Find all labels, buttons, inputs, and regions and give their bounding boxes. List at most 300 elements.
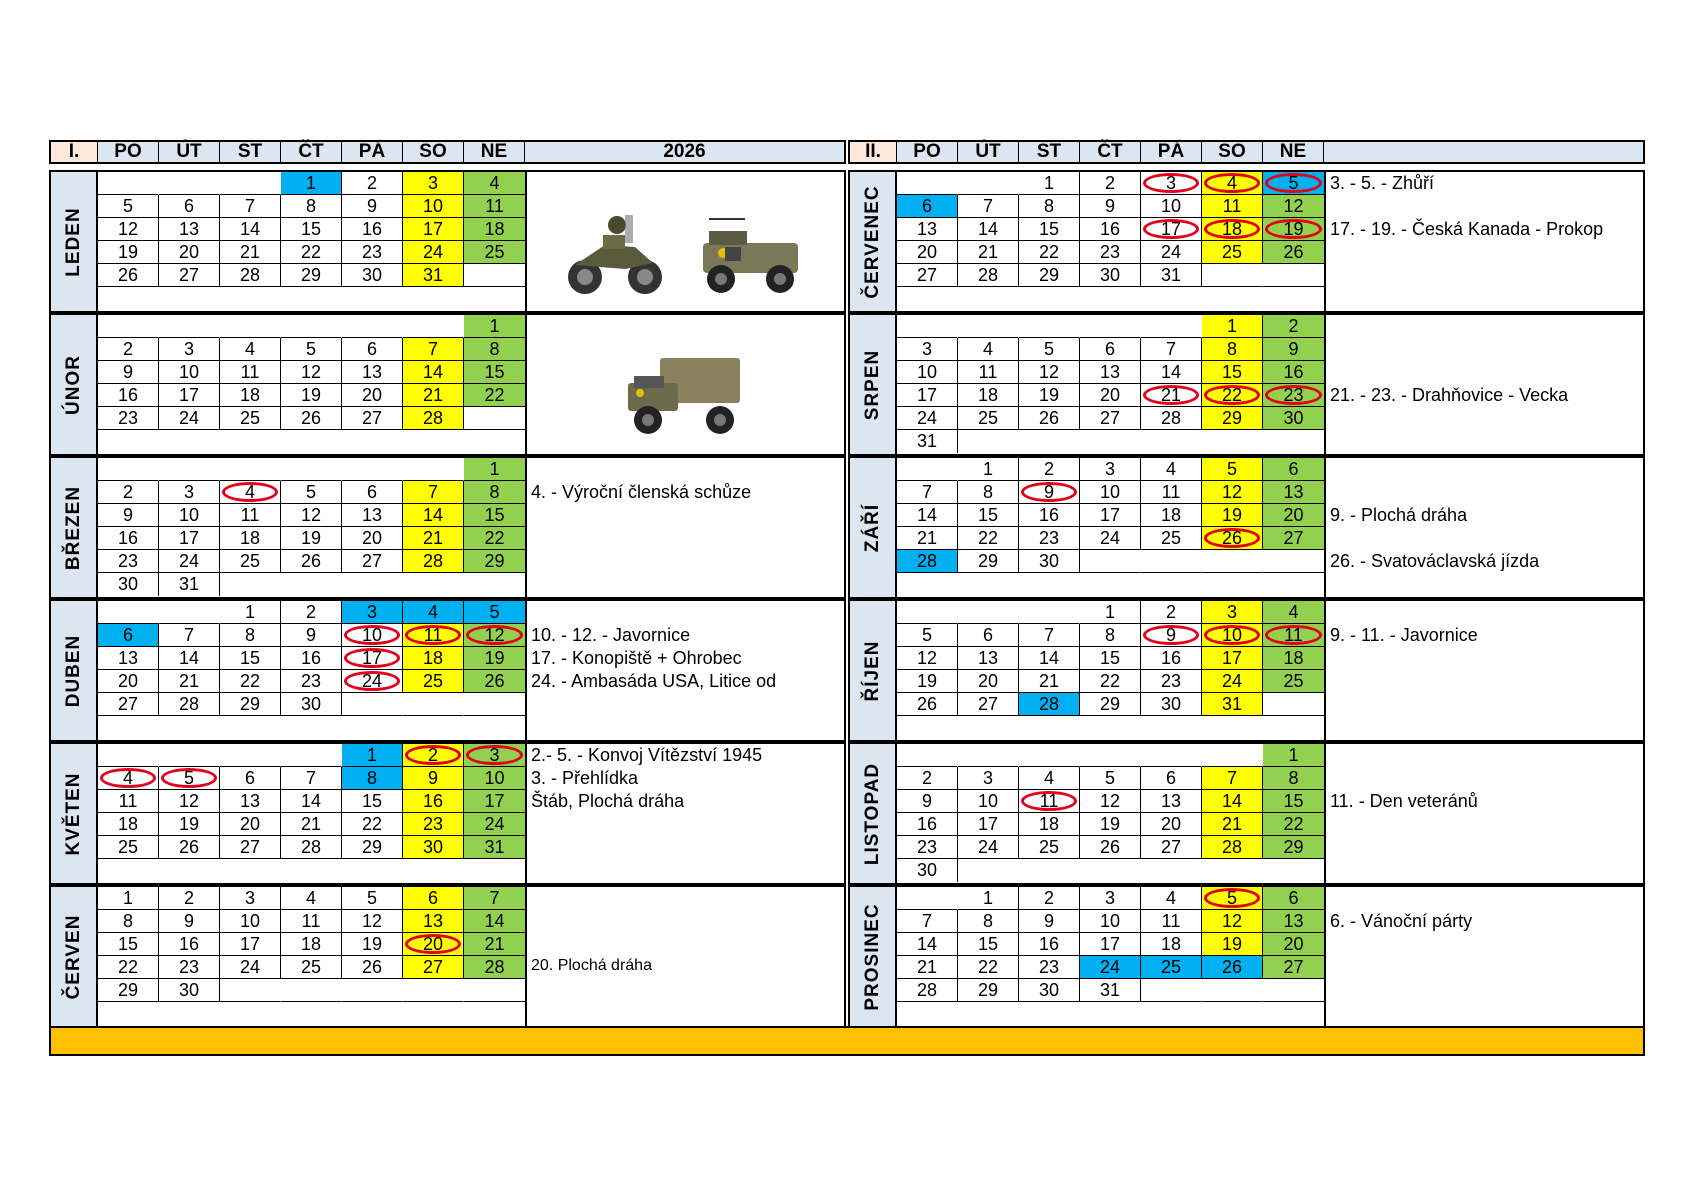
day-cell[interactable]: 28 (1019, 693, 1080, 716)
day-cell[interactable]: 12 (1080, 790, 1141, 813)
day-cell[interactable]: 28 (897, 550, 958, 573)
day-cell[interactable]: 6 (220, 767, 281, 790)
day-cell[interactable]: 16 (342, 218, 403, 241)
day-cell[interactable]: 8 (1019, 195, 1080, 218)
day-cell[interactable]: 2 (897, 767, 958, 790)
day-cell[interactable]: 4 (220, 338, 281, 361)
day-cell[interactable]: 1 (1202, 315, 1263, 338)
day-cell[interactable]: 15 (342, 790, 403, 813)
day-cell[interactable]: 28 (1141, 407, 1202, 430)
day-cell[interactable]: 29 (464, 550, 525, 573)
day-cell[interactable]: 24 (464, 813, 525, 836)
day-cell[interactable]: 11 (1141, 481, 1202, 504)
day-cell[interactable]: 15 (958, 933, 1019, 956)
day-cell[interactable]: 26 (281, 407, 342, 430)
day-cell[interactable]: 8 (958, 481, 1019, 504)
day-cell[interactable]: 13 (342, 361, 403, 384)
day-cell[interactable]: 14 (1019, 647, 1080, 670)
day-cell[interactable]: 24 (897, 407, 958, 430)
day-cell[interactable]: 12 (464, 624, 525, 647)
day-cell[interactable]: 27 (1263, 527, 1324, 550)
day-cell[interactable]: 10 (342, 624, 403, 647)
day-cell[interactable]: 1 (464, 315, 525, 338)
day-cell[interactable]: 13 (220, 790, 281, 813)
day-cell[interactable]: 26 (342, 956, 403, 979)
day-cell[interactable]: 6 (897, 195, 958, 218)
day-cell[interactable]: 2 (342, 172, 403, 195)
day-cell[interactable]: 4 (1141, 458, 1202, 481)
day-cell[interactable]: 26 (1019, 407, 1080, 430)
day-cell[interactable]: 10 (958, 790, 1019, 813)
day-cell[interactable]: 31 (159, 573, 220, 596)
day-cell[interactable]: 18 (403, 647, 464, 670)
day-cell[interactable]: 1 (464, 458, 525, 481)
day-cell[interactable]: 23 (897, 836, 958, 859)
day-cell[interactable]: 4 (220, 481, 281, 504)
day-cell[interactable]: 15 (464, 361, 525, 384)
day-cell[interactable]: 19 (1263, 218, 1324, 241)
day-cell[interactable]: 11 (281, 910, 342, 933)
day-cell[interactable]: 19 (1202, 504, 1263, 527)
day-cell[interactable]: 23 (1019, 527, 1080, 550)
day-cell[interactable]: 6 (403, 887, 464, 910)
day-cell[interactable]: 12 (1019, 361, 1080, 384)
day-cell[interactable]: 15 (1019, 218, 1080, 241)
day-cell[interactable]: 23 (98, 407, 159, 430)
day-cell[interactable]: 30 (403, 836, 464, 859)
day-cell[interactable]: 17 (958, 813, 1019, 836)
day-cell[interactable]: 13 (1263, 910, 1324, 933)
day-cell[interactable]: 12 (281, 361, 342, 384)
day-cell[interactable]: 7 (1141, 338, 1202, 361)
day-cell[interactable]: 27 (1080, 407, 1141, 430)
day-cell[interactable]: 28 (1202, 836, 1263, 859)
day-cell[interactable]: 30 (1080, 264, 1141, 287)
day-cell[interactable]: 31 (897, 430, 958, 453)
day-cell[interactable]: 3 (159, 338, 220, 361)
day-cell[interactable]: 23 (159, 956, 220, 979)
day-cell[interactable]: 7 (897, 910, 958, 933)
day-cell[interactable]: 15 (1263, 790, 1324, 813)
day-cell[interactable]: 2 (159, 887, 220, 910)
day-cell[interactable]: 18 (98, 813, 159, 836)
day-cell[interactable]: 28 (220, 264, 281, 287)
day-cell[interactable]: 19 (98, 241, 159, 264)
day-cell[interactable]: 8 (281, 195, 342, 218)
day-cell[interactable]: 29 (1080, 693, 1141, 716)
day-cell[interactable]: 20 (897, 241, 958, 264)
day-cell[interactable]: 13 (98, 647, 159, 670)
day-cell[interactable]: 9 (897, 790, 958, 813)
day-cell[interactable]: 29 (1019, 264, 1080, 287)
day-cell[interactable]: 11 (220, 361, 281, 384)
day-cell[interactable]: 5 (1202, 887, 1263, 910)
day-cell[interactable]: 5 (1080, 767, 1141, 790)
day-cell[interactable]: 27 (958, 693, 1019, 716)
day-cell[interactable]: 9 (98, 504, 159, 527)
day-cell[interactable]: 20 (342, 527, 403, 550)
day-cell[interactable]: 5 (342, 887, 403, 910)
day-cell[interactable]: 16 (1141, 647, 1202, 670)
day-cell[interactable]: 23 (281, 670, 342, 693)
day-cell[interactable]: 9 (1263, 338, 1324, 361)
day-cell[interactable]: 5 (1019, 338, 1080, 361)
day-cell[interactable]: 19 (897, 670, 958, 693)
day-cell[interactable]: 25 (220, 407, 281, 430)
day-cell[interactable]: 18 (464, 218, 525, 241)
day-cell[interactable]: 24 (1202, 670, 1263, 693)
day-cell[interactable]: 14 (897, 933, 958, 956)
day-cell[interactable]: 26 (897, 693, 958, 716)
day-cell[interactable]: 18 (958, 384, 1019, 407)
day-cell[interactable]: 8 (1202, 338, 1263, 361)
day-cell[interactable]: 24 (403, 241, 464, 264)
day-cell[interactable]: 27 (897, 264, 958, 287)
day-cell[interactable]: 20 (159, 241, 220, 264)
day-cell[interactable]: 5 (464, 601, 525, 624)
day-cell[interactable]: 6 (98, 624, 159, 647)
day-cell[interactable]: 24 (220, 956, 281, 979)
day-cell[interactable]: 27 (342, 550, 403, 573)
day-cell[interactable]: 27 (220, 836, 281, 859)
day-cell[interactable]: 1 (220, 601, 281, 624)
day-cell[interactable]: 28 (464, 956, 525, 979)
day-cell[interactable]: 14 (220, 218, 281, 241)
day-cell[interactable]: 25 (1141, 956, 1202, 979)
day-cell[interactable]: 16 (281, 647, 342, 670)
day-cell[interactable]: 9 (1080, 195, 1141, 218)
day-cell[interactable]: 22 (1202, 384, 1263, 407)
day-cell[interactable]: 19 (281, 527, 342, 550)
day-cell[interactable]: 13 (342, 504, 403, 527)
day-cell[interactable]: 6 (1141, 767, 1202, 790)
day-cell[interactable]: 13 (403, 910, 464, 933)
day-cell[interactable]: 1 (342, 744, 403, 767)
day-cell[interactable]: 12 (98, 218, 159, 241)
day-cell[interactable]: 8 (1263, 767, 1324, 790)
day-cell[interactable]: 16 (159, 933, 220, 956)
day-cell[interactable]: 3 (1141, 172, 1202, 195)
day-cell[interactable]: 22 (1080, 670, 1141, 693)
day-cell[interactable]: 3 (1202, 601, 1263, 624)
day-cell[interactable]: 24 (1141, 241, 1202, 264)
day-cell[interactable]: 5 (897, 624, 958, 647)
day-cell[interactable]: 22 (958, 956, 1019, 979)
day-cell[interactable]: 25 (958, 407, 1019, 430)
day-cell[interactable]: 20 (1263, 504, 1324, 527)
day-cell[interactable]: 2 (1141, 601, 1202, 624)
day-cell[interactable]: 7 (281, 767, 342, 790)
day-cell[interactable]: 20 (1080, 384, 1141, 407)
day-cell[interactable]: 16 (897, 813, 958, 836)
day-cell[interactable]: 11 (958, 361, 1019, 384)
day-cell[interactable]: 26 (464, 670, 525, 693)
day-cell[interactable]: 26 (1202, 956, 1263, 979)
day-cell[interactable]: 13 (958, 647, 1019, 670)
day-cell[interactable]: 25 (1141, 527, 1202, 550)
day-cell[interactable]: 7 (1202, 767, 1263, 790)
day-cell[interactable]: 25 (1263, 670, 1324, 693)
day-cell[interactable]: 26 (281, 550, 342, 573)
day-cell[interactable]: 21 (403, 527, 464, 550)
day-cell[interactable]: 2 (1019, 458, 1080, 481)
day-cell[interactable]: 1 (1263, 744, 1324, 767)
day-cell[interactable]: 10 (220, 910, 281, 933)
day-cell[interactable]: 11 (98, 790, 159, 813)
day-cell[interactable]: 25 (98, 836, 159, 859)
day-cell[interactable]: 2 (1019, 887, 1080, 910)
day-cell[interactable]: 19 (159, 813, 220, 836)
day-cell[interactable]: 20 (1141, 813, 1202, 836)
day-cell[interactable]: 29 (1263, 836, 1324, 859)
day-cell[interactable]: 25 (403, 670, 464, 693)
day-cell[interactable]: 7 (1019, 624, 1080, 647)
day-cell[interactable]: 9 (1019, 910, 1080, 933)
day-cell[interactable]: 18 (1019, 813, 1080, 836)
day-cell[interactable]: 21 (220, 241, 281, 264)
day-cell[interactable]: 7 (958, 195, 1019, 218)
day-cell[interactable]: 29 (958, 550, 1019, 573)
day-cell[interactable]: 9 (98, 361, 159, 384)
day-cell[interactable]: 15 (1080, 647, 1141, 670)
day-cell[interactable]: 17 (403, 218, 464, 241)
day-cell[interactable]: 4 (281, 887, 342, 910)
day-cell[interactable]: 23 (403, 813, 464, 836)
day-cell[interactable]: 22 (342, 813, 403, 836)
day-cell[interactable]: 27 (98, 693, 159, 716)
day-cell[interactable]: 2 (403, 744, 464, 767)
day-cell[interactable]: 15 (464, 504, 525, 527)
day-cell[interactable]: 12 (281, 504, 342, 527)
day-cell[interactable]: 25 (1202, 241, 1263, 264)
day-cell[interactable]: 22 (464, 384, 525, 407)
day-cell[interactable]: 4 (1263, 601, 1324, 624)
day-cell[interactable]: 13 (159, 218, 220, 241)
day-cell[interactable]: 6 (958, 624, 1019, 647)
day-cell[interactable]: 23 (1263, 384, 1324, 407)
day-cell[interactable]: 8 (464, 338, 525, 361)
day-cell[interactable]: 4 (958, 338, 1019, 361)
day-cell[interactable]: 6 (1263, 887, 1324, 910)
day-cell[interactable]: 8 (958, 910, 1019, 933)
day-cell[interactable]: 21 (281, 813, 342, 836)
day-cell[interactable]: 19 (281, 384, 342, 407)
day-cell[interactable]: 22 (958, 527, 1019, 550)
day-cell[interactable]: 7 (220, 195, 281, 218)
day-cell[interactable]: 23 (342, 241, 403, 264)
day-cell[interactable]: 23 (1141, 670, 1202, 693)
day-cell[interactable]: 3 (464, 744, 525, 767)
day-cell[interactable]: 9 (159, 910, 220, 933)
day-cell[interactable]: 30 (1019, 550, 1080, 573)
day-cell[interactable]: 26 (1263, 241, 1324, 264)
day-cell[interactable]: 30 (1019, 979, 1080, 1002)
day-cell[interactable]: 6 (342, 481, 403, 504)
day-cell[interactable]: 1 (958, 887, 1019, 910)
day-cell[interactable]: 9 (403, 767, 464, 790)
day-cell[interactable]: 21 (958, 241, 1019, 264)
day-cell[interactable]: 11 (1202, 195, 1263, 218)
day-cell[interactable]: 17 (159, 384, 220, 407)
day-cell[interactable]: 1 (281, 172, 342, 195)
day-cell[interactable]: 19 (1019, 384, 1080, 407)
day-cell[interactable]: 12 (1202, 481, 1263, 504)
day-cell[interactable]: 10 (897, 361, 958, 384)
day-cell[interactable]: 3 (1080, 458, 1141, 481)
day-cell[interactable]: 2 (1080, 172, 1141, 195)
day-cell[interactable]: 13 (1263, 481, 1324, 504)
day-cell[interactable]: 18 (220, 384, 281, 407)
day-cell[interactable]: 25 (220, 550, 281, 573)
day-cell[interactable]: 8 (98, 910, 159, 933)
day-cell[interactable]: 31 (464, 836, 525, 859)
day-cell[interactable]: 29 (1202, 407, 1263, 430)
day-cell[interactable]: 4 (1019, 767, 1080, 790)
day-cell[interactable]: 10 (464, 767, 525, 790)
day-cell[interactable]: 22 (1019, 241, 1080, 264)
day-cell[interactable]: 26 (1080, 836, 1141, 859)
day-cell[interactable]: 7 (403, 338, 464, 361)
day-cell[interactable]: 20 (342, 384, 403, 407)
day-cell[interactable]: 1 (1080, 601, 1141, 624)
day-cell[interactable]: 21 (464, 933, 525, 956)
day-cell[interactable]: 28 (159, 693, 220, 716)
day-cell[interactable]: 17 (1080, 504, 1141, 527)
day-cell[interactable]: 14 (464, 910, 525, 933)
day-cell[interactable]: 14 (403, 361, 464, 384)
day-cell[interactable]: 30 (1263, 407, 1324, 430)
day-cell[interactable]: 21 (1019, 670, 1080, 693)
day-cell[interactable]: 30 (1141, 693, 1202, 716)
day-cell[interactable]: 15 (281, 218, 342, 241)
day-cell[interactable]: 24 (958, 836, 1019, 859)
day-cell[interactable]: 28 (403, 550, 464, 573)
day-cell[interactable]: 25 (281, 956, 342, 979)
day-cell[interactable]: 31 (403, 264, 464, 287)
day-cell[interactable]: 7 (897, 481, 958, 504)
day-cell[interactable]: 15 (220, 647, 281, 670)
day-cell[interactable]: 29 (342, 836, 403, 859)
day-cell[interactable]: 2 (98, 481, 159, 504)
day-cell[interactable]: 31 (1202, 693, 1263, 716)
day-cell[interactable]: 7 (403, 481, 464, 504)
day-cell[interactable]: 28 (281, 836, 342, 859)
day-cell[interactable]: 27 (1263, 956, 1324, 979)
day-cell[interactable]: 19 (342, 933, 403, 956)
day-cell[interactable]: 25 (464, 241, 525, 264)
day-cell[interactable]: 30 (342, 264, 403, 287)
day-cell[interactable]: 28 (403, 407, 464, 430)
day-cell[interactable]: 22 (281, 241, 342, 264)
day-cell[interactable]: 5 (159, 767, 220, 790)
day-cell[interactable]: 5 (98, 195, 159, 218)
day-cell[interactable]: 24 (159, 407, 220, 430)
day-cell[interactable]: 21 (1202, 813, 1263, 836)
day-cell[interactable]: 20 (1263, 933, 1324, 956)
day-cell[interactable]: 6 (1080, 338, 1141, 361)
day-cell[interactable]: 10 (403, 195, 464, 218)
day-cell[interactable]: 13 (1141, 790, 1202, 813)
day-cell[interactable]: 19 (1202, 933, 1263, 956)
day-cell[interactable]: 8 (220, 624, 281, 647)
day-cell[interactable]: 28 (897, 979, 958, 1002)
day-cell[interactable]: 22 (98, 956, 159, 979)
day-cell[interactable]: 12 (159, 790, 220, 813)
day-cell[interactable]: 24 (1080, 956, 1141, 979)
day-cell[interactable]: 6 (1263, 458, 1324, 481)
day-cell[interactable]: 25 (1019, 836, 1080, 859)
day-cell[interactable]: 17 (1141, 218, 1202, 241)
day-cell[interactable]: 16 (1019, 504, 1080, 527)
day-cell[interactable]: 30 (281, 693, 342, 716)
day-cell[interactable]: 12 (897, 647, 958, 670)
day-cell[interactable]: 11 (1019, 790, 1080, 813)
day-cell[interactable]: 30 (897, 859, 958, 882)
day-cell[interactable]: 24 (159, 550, 220, 573)
day-cell[interactable]: 14 (281, 790, 342, 813)
day-cell[interactable]: 9 (342, 195, 403, 218)
day-cell[interactable]: 17 (1080, 933, 1141, 956)
day-cell[interactable]: 29 (220, 693, 281, 716)
day-cell[interactable]: 11 (403, 624, 464, 647)
day-cell[interactable]: 18 (1141, 933, 1202, 956)
day-cell[interactable]: 29 (281, 264, 342, 287)
day-cell[interactable]: 5 (281, 338, 342, 361)
day-cell[interactable]: 1 (98, 887, 159, 910)
day-cell[interactable]: 17 (159, 527, 220, 550)
day-cell[interactable]: 20 (98, 670, 159, 693)
day-cell[interactable]: 31 (1141, 264, 1202, 287)
day-cell[interactable]: 20 (403, 933, 464, 956)
day-cell[interactable]: 4 (403, 601, 464, 624)
day-cell[interactable]: 29 (98, 979, 159, 1002)
day-cell[interactable]: 7 (464, 887, 525, 910)
day-cell[interactable]: 8 (342, 767, 403, 790)
day-cell[interactable]: 11 (1141, 910, 1202, 933)
day-cell[interactable]: 18 (1141, 504, 1202, 527)
day-cell[interactable]: 23 (1080, 241, 1141, 264)
day-cell[interactable]: 16 (403, 790, 464, 813)
day-cell[interactable]: 12 (342, 910, 403, 933)
day-cell[interactable]: 10 (1080, 481, 1141, 504)
day-cell[interactable]: 18 (220, 527, 281, 550)
day-cell[interactable]: 21 (897, 527, 958, 550)
day-cell[interactable]: 17 (464, 790, 525, 813)
day-cell[interactable]: 24 (1080, 527, 1141, 550)
day-cell[interactable]: 15 (98, 933, 159, 956)
day-cell[interactable]: 17 (1202, 647, 1263, 670)
day-cell[interactable]: 22 (1263, 813, 1324, 836)
day-cell[interactable]: 16 (1263, 361, 1324, 384)
day-cell[interactable]: 18 (1202, 218, 1263, 241)
day-cell[interactable]: 3 (342, 601, 403, 624)
day-cell[interactable]: 21 (159, 670, 220, 693)
day-cell[interactable]: 31 (1080, 979, 1141, 1002)
day-cell[interactable]: 9 (1141, 624, 1202, 647)
day-cell[interactable]: 5 (281, 481, 342, 504)
day-cell[interactable]: 11 (464, 195, 525, 218)
day-cell[interactable]: 1 (1019, 172, 1080, 195)
day-cell[interactable]: 23 (1019, 956, 1080, 979)
day-cell[interactable]: 8 (1080, 624, 1141, 647)
day-cell[interactable]: 28 (958, 264, 1019, 287)
day-cell[interactable]: 16 (98, 384, 159, 407)
day-cell[interactable]: 19 (464, 647, 525, 670)
day-cell[interactable]: 14 (897, 504, 958, 527)
day-cell[interactable]: 14 (1141, 361, 1202, 384)
day-cell[interactable]: 4 (98, 767, 159, 790)
day-cell[interactable]: 10 (159, 504, 220, 527)
